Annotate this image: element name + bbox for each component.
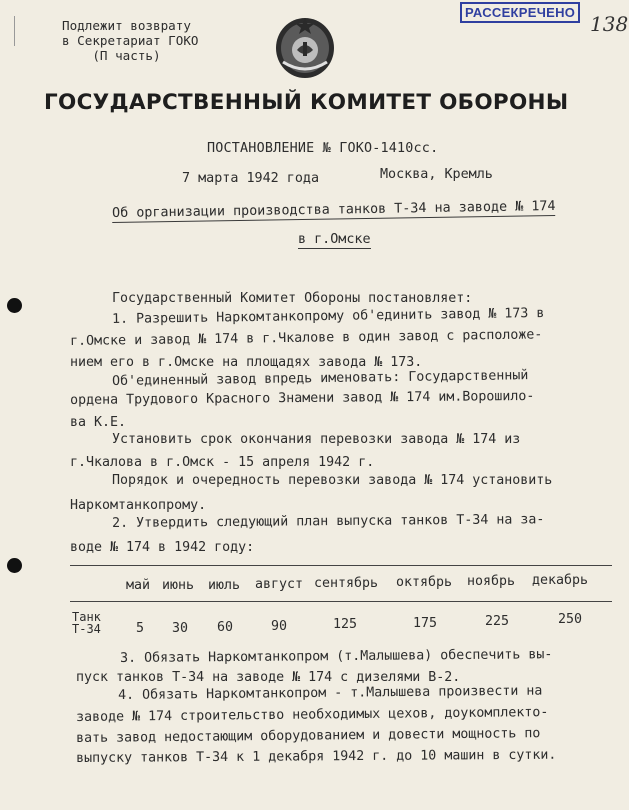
table-cell-value: 60 [217,620,234,635]
table-cell-value: 225 [485,614,510,629]
body-line: Об'единенный завод впредь именовать: Государственный [112,368,529,389]
binder-hole [7,558,22,573]
table-cell-value: 30 [172,621,189,636]
subject-line-1: Об организации производства танков Т-34 на заводе № 174 [112,199,556,221]
body-line: вать завод недостающим оборудованием и довести мощность по [76,726,541,746]
body-line: ордена Трудового Красного Знамени завод № 174 им.Ворошило- [70,388,535,408]
decree-date: 7 марта 1942 года [182,171,320,186]
body-line: 3. Обязать Наркомтанкопром (т.Малышева) обеспечить вы- [120,647,553,666]
table-header-month: сентябрь [314,576,379,591]
decree-place: Москва, Кремль [380,167,493,182]
table-cell-value: 5 [136,621,145,636]
body-line: Государственный Комитет Обороны постановляет: [112,291,473,306]
table-cell-value: 125 [333,617,358,632]
body-line: Установить срок окончания перевозки завода № 174 из [112,432,521,447]
body-line: нием его в г.Омске на площадях завода № 173. [70,355,423,370]
table-header-month: октябрь [396,575,453,590]
table-cell-value: 175 [413,616,438,631]
table-row-label: Танк Т-34 [72,610,101,636]
body-line: воде № 174 в 1942 году: [70,540,255,555]
body-line: 1. Разрешить Наркомтанкопрому об'единить завод № 173 в [112,305,545,327]
table-header-month: август [255,577,304,592]
soviet-coat-of-arms-icon [273,14,337,84]
body-line: заводе № 174 строительство необходимых цехов, доукомплекто- [76,705,549,725]
table-cell-value: 250 [558,612,583,627]
declassified-stamp: РАССЕКРЕЧЕНО [460,2,580,23]
return-note: Подлежит возврату в Секретариат ГОКО (П часть) [62,18,199,63]
body-line: г.Чкалова в г.Омск - 15 апреля 1942 г. [70,455,375,470]
table-header-month: декабрь [532,573,589,588]
body-line: г.Омске и завод № 174 в г.Чкалове в один завод с расположе- [70,327,543,349]
body-line: 2. Утвердить следующий план выпуска танков Т-34 на за- [112,512,545,531]
edge-mark [14,16,15,46]
table-cell-value: 90 [271,619,288,634]
body-line: Порядок и очередность перевозки завода № 174 установить [112,473,553,488]
body-line: пуск танков Т-34 на заводе № 174 с дизелями В-2. [76,670,461,685]
table-rule-top [70,565,612,566]
subject-line-2: в г.Омске [298,232,371,247]
table-header-month: июнь [162,578,195,593]
table-rule-header [70,601,612,602]
body-line: 4. Обязать Наркомтанкопром - т.Малышева произвести на [118,683,543,703]
body-line: ва К.Е. [70,415,127,430]
decree-title: ПОСТАНОВЛЕНИЕ № ГОКО-1410сс. [207,141,439,156]
committee-title: ГОСУДАРСТВЕННЫЙ КОМИТЕТ ОБОРОНЫ [44,90,569,115]
table-header-month: июль [208,578,241,593]
body-line: Наркомтанкопрому. [70,498,207,513]
table-header-month: ноябрь [467,574,516,589]
table-header-month: май [126,578,151,593]
page-number: 138 [590,12,629,36]
binder-hole [7,298,22,313]
body-line: выпуску танков Т-34 к 1 декабря 1942 г. до 10 машин в сутки. [76,747,557,766]
